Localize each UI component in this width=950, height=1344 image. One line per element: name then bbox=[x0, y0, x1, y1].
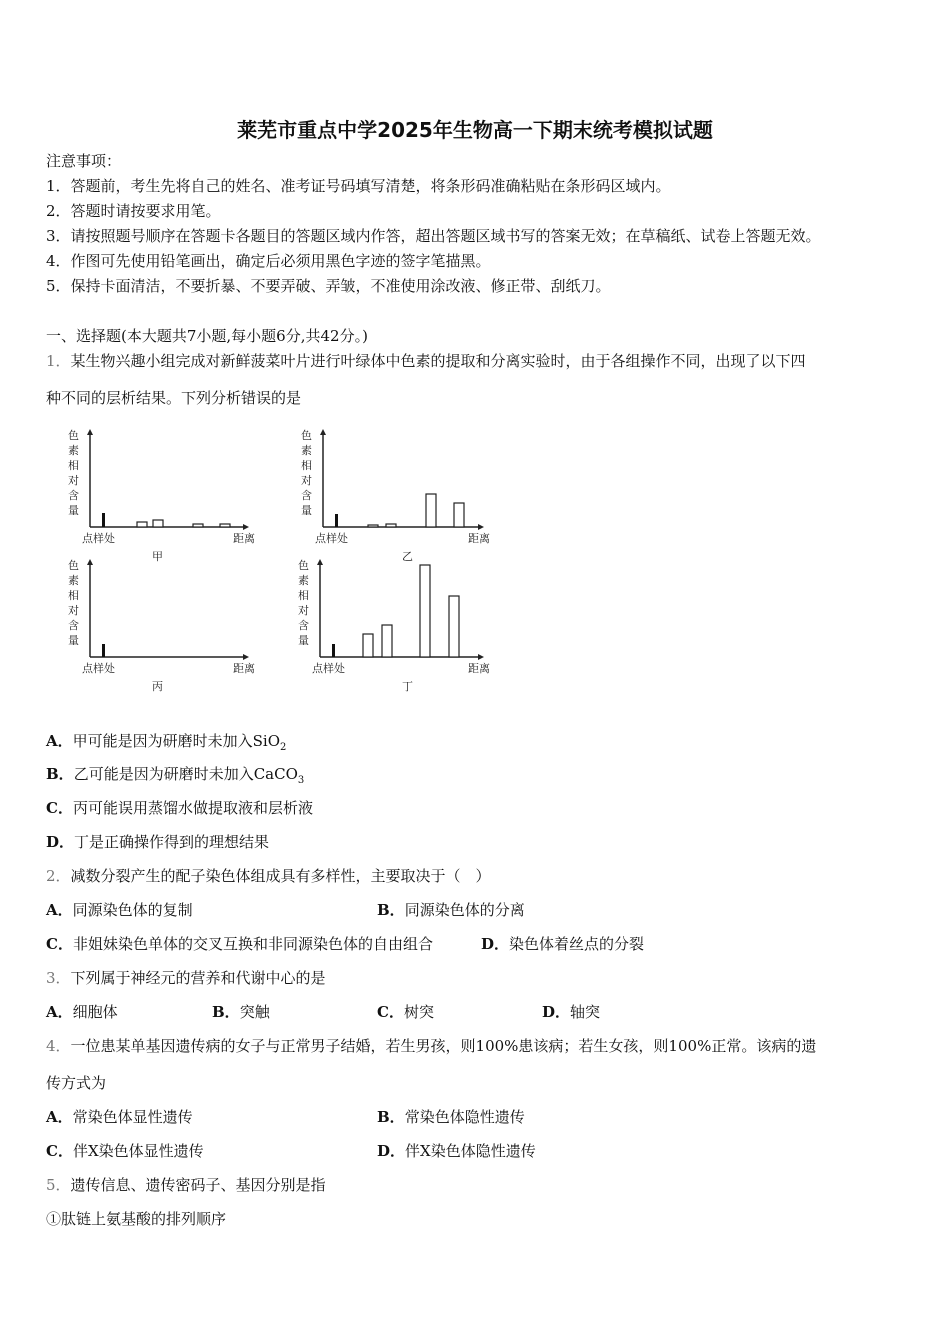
pigment-band-bar bbox=[220, 524, 230, 527]
q3-option-c[interactable]: C．树突 bbox=[377, 1003, 434, 1021]
y-axis-label: 对 bbox=[301, 474, 312, 487]
panel-label: 乙 bbox=[402, 550, 413, 563]
x-axis-arrow bbox=[243, 524, 249, 530]
note-item: 1．答题前，考生先将自己的姓名、准考证号码填写清楚，将条形码准确粘贴在条形码区域内。 bbox=[46, 177, 671, 195]
notes-heading: 注意事项： bbox=[46, 152, 122, 170]
x-label-end: 距离 bbox=[468, 662, 490, 675]
pigment-band-bar bbox=[382, 625, 392, 657]
figure-svg bbox=[44, 418, 504, 703]
y-axis-label: 色 bbox=[301, 429, 312, 442]
y-axis-label: 量 bbox=[68, 504, 79, 517]
section-heading: 一、选择题(本大题共7小题,每小题6分,共42分。) bbox=[46, 327, 368, 345]
q2-option-c[interactable]: C．非姐妹染色单体的交叉互换和非同源染色体的自由组合 bbox=[46, 935, 433, 953]
panel-label: 甲 bbox=[152, 550, 163, 563]
pigment-band-bar bbox=[368, 525, 378, 527]
y-axis-label: 素 bbox=[298, 574, 309, 587]
note-item: 2．答题时请按要求用笔。 bbox=[46, 202, 221, 220]
y-axis-label: 素 bbox=[301, 444, 312, 457]
pigment-band-bar bbox=[454, 503, 464, 527]
q4-option-d[interactable]: D．伴X染色体隐性遗传 bbox=[377, 1142, 536, 1160]
question-4: 4．一位患某单基因遗传病的女子与正常男子结婚，若生男孩，则100%患该病；若生女孩，则100%正常。该病的遗 bbox=[46, 1037, 817, 1055]
q3-option-a[interactable]: A．细胞体 bbox=[46, 1003, 118, 1021]
y-axis-label: 色 bbox=[298, 559, 309, 572]
y-axis-label: 对 bbox=[68, 474, 79, 487]
spot-bar bbox=[335, 514, 338, 527]
question-5: 5．遗传信息、遗传密码子、基因分别是指 bbox=[46, 1176, 326, 1194]
y-axis-label: 相 bbox=[298, 589, 309, 602]
pigment-band-bar bbox=[449, 596, 459, 657]
page-title: 莱芜市重点中学2025年生物高一下期末统考模拟试题 bbox=[237, 118, 713, 142]
x-label-end: 距离 bbox=[468, 532, 490, 545]
q4-option-a[interactable]: A．常染色体显性遗传 bbox=[46, 1108, 193, 1126]
x-label-end: 距离 bbox=[233, 662, 255, 675]
q1-option-c[interactable]: C．丙可能误用蒸馏水做提取液和层析液 bbox=[46, 799, 313, 817]
spot-bar bbox=[102, 513, 105, 527]
q1-option-b[interactable]: B．乙可能是因为研磨时未加入CaCO$_3$ bbox=[46, 765, 305, 786]
question-3: 3．下列属于神经元的营养和代谢中心的是 bbox=[46, 969, 326, 987]
x-label-start: 点样处 bbox=[82, 662, 115, 675]
q3-option-d[interactable]: D．轴突 bbox=[542, 1003, 601, 1021]
y-axis-label: 素 bbox=[68, 574, 79, 587]
pigment-band-bar bbox=[363, 634, 373, 657]
pigment-band-bar bbox=[193, 524, 203, 527]
y-axis-label: 含 bbox=[68, 619, 79, 632]
y-axis-label: 量 bbox=[301, 504, 312, 517]
y-axis-label: 量 bbox=[298, 634, 309, 647]
q1-option-a[interactable]: A．甲可能是因为研磨时未加入SiO$_2$ bbox=[46, 732, 287, 753]
y-axis-label: 相 bbox=[68, 459, 79, 472]
spot-bar bbox=[332, 644, 335, 657]
y-axis-arrow bbox=[317, 559, 323, 565]
y-axis-label: 含 bbox=[68, 489, 79, 502]
x-axis-arrow bbox=[243, 654, 249, 660]
x-label-start: 点样处 bbox=[312, 662, 345, 675]
q3-option-b[interactable]: B．突触 bbox=[212, 1003, 270, 1021]
question-1: 1．某生物兴趣小组完成对新鲜菠菜叶片进行叶绿体中色素的提取和分离实验时，由于各组操作不同，出现了以下四 bbox=[46, 352, 806, 370]
pigment-band-bar bbox=[426, 494, 436, 527]
y-axis-label: 色 bbox=[68, 429, 79, 442]
y-axis-arrow bbox=[320, 429, 326, 435]
note-item: 4．作图可先使用铅笔画出，确定后必须用黑色字迹的签字笔描黑。 bbox=[46, 252, 491, 270]
question-4-cont: 传方式为 bbox=[46, 1074, 107, 1092]
pigment-band-bar bbox=[137, 522, 147, 527]
panel-label: 丙 bbox=[152, 680, 163, 693]
pigment-band-bar bbox=[153, 520, 163, 527]
y-axis-arrow bbox=[87, 429, 93, 435]
y-axis-label: 量 bbox=[68, 634, 79, 647]
pigment-band-bar bbox=[386, 524, 396, 527]
chromatography-figure bbox=[44, 418, 504, 707]
x-label-start: 点样处 bbox=[315, 532, 348, 545]
y-axis-label: 对 bbox=[68, 604, 79, 617]
y-axis-label: 相 bbox=[68, 589, 79, 602]
pigment-band-bar bbox=[420, 565, 430, 657]
q2-option-d[interactable]: D．染色体着丝点的分裂 bbox=[481, 935, 645, 953]
x-label-end: 距离 bbox=[233, 532, 255, 545]
y-axis-label: 对 bbox=[298, 604, 309, 617]
note-item: 3．请按照题号顺序在答题卡各题目的答题区域内作答，超出答题区域书写的答案无效；在草稿纸、试卷上答题无效。 bbox=[46, 227, 821, 245]
y-axis-label: 含 bbox=[298, 619, 309, 632]
spot-bar bbox=[102, 644, 105, 657]
q2-option-b[interactable]: B．同源染色体的分离 bbox=[377, 901, 525, 919]
panel-label: 丁 bbox=[402, 680, 413, 693]
question-1-cont: 种不同的层析结果。下列分析错误的是 bbox=[46, 389, 302, 407]
x-label-start: 点样处 bbox=[82, 532, 115, 545]
y-axis-label: 含 bbox=[301, 489, 312, 502]
x-axis-arrow bbox=[478, 654, 484, 660]
q1-option-d[interactable]: D．丁是正确操作得到的理想结果 bbox=[46, 833, 270, 851]
y-axis-label: 相 bbox=[301, 459, 312, 472]
q4-option-c[interactable]: C．伴X染色体显性遗传 bbox=[46, 1142, 204, 1160]
question-2: 2．减数分裂产生的配子染色体组成具有多样性，主要取决于（ ） bbox=[46, 867, 491, 885]
question-5-item: ①肽链上氨基酸的排列顺序 bbox=[46, 1210, 227, 1228]
note-item: 5．保持卡面清洁，不要折暴、不要弄破、弄皱，不准使用涂改液、修正带、刮纸刀。 bbox=[46, 277, 611, 295]
y-axis-arrow bbox=[87, 559, 93, 565]
q2-option-a[interactable]: A．同源染色体的复制 bbox=[46, 901, 193, 919]
x-axis-arrow bbox=[478, 524, 484, 530]
q4-option-b[interactable]: B．常染色体隐性遗传 bbox=[377, 1108, 525, 1126]
y-axis-label: 素 bbox=[68, 444, 79, 457]
y-axis-label: 色 bbox=[68, 559, 79, 572]
